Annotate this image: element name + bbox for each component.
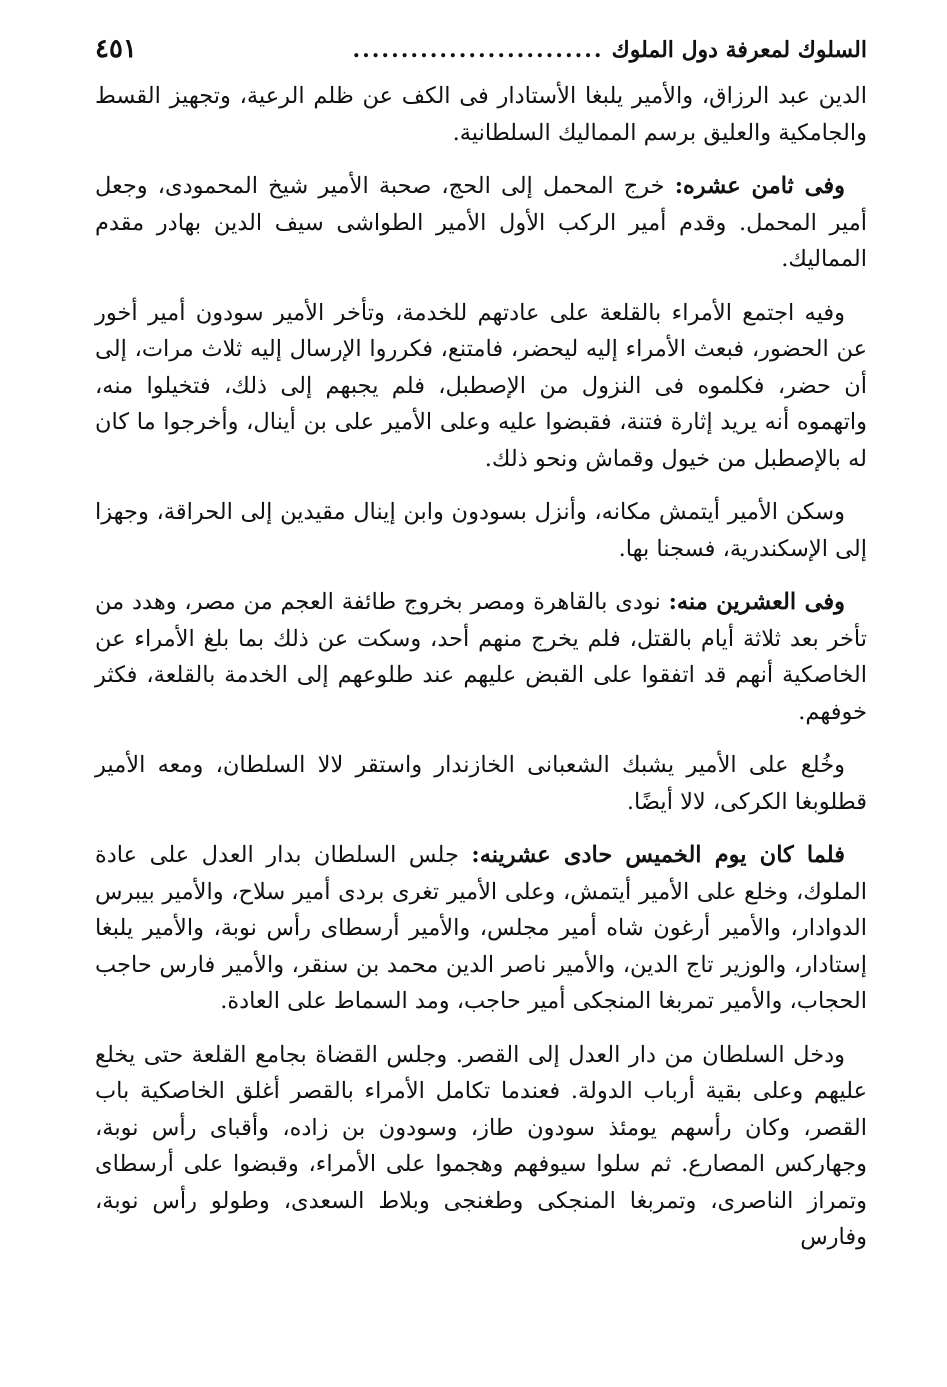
- paragraph-text: وسكن الأمير أيتمش مكانه، وأنزل بسودون وابن إينال مقيدين إلى الحراقة، وجهزا إلى الإسكندرية، فسجنا بها.: [95, 499, 867, 562]
- paragraph-lead: وفى ثامن عشره:: [674, 173, 845, 199]
- paragraph-text: نودى بالقاهرة ومصر بخروج طائفة العجم من مصر، وهدد من تأخر بعد ثلاثة أيام بالقتل، فلم يخرج منهم أحد، وسكت عن ذلك بما بلغ الأمراء عن الخاصكية أنهم قد اتفقوا على القبض عليهم عند طلوعهم إلى الخدمة بالقلعة، فكثر خوفهم.: [95, 589, 867, 725]
- paragraph-yashbak: [95, 747, 867, 820]
- paragraph-text: ودخل السلطان من دار العدل إلى القصر. وجلس القضاة بجامع القلعة حتى يخلع عليهم وعلى بقية أرباب الدولة. فعندما تكامل الأمراء بالقصر أغلق الخاصكية باب القصر، وكان رأسهم يومئذ سودون طاز، وسودون بن زاده، وأقباى رأس نوبة، وجهاركس المصارع. ثم سلوا سيوفهم وهجموا على الأمراء، وقبضوا على أرسطاى وتمراز الناصرى، وتمربغا المنجكى وطغنجى وبلاط السعدى، وطولو رأس نوبة، وفارس: [95, 1041, 867, 1250]
- paragraph-eighteenth: [95, 168, 867, 278]
- book-page: [95, 34, 867, 1273]
- paragraph-palace: [95, 1037, 867, 1256]
- book-title: السلوك لمعرفة دول الملوك: [611, 37, 867, 63]
- paragraph-continuation: [95, 78, 867, 151]
- paragraph-text: وخُلع على الأمير يشبك الشعبانى الخازندار واستقر لالا السلطان، ومعه الأمير قطلوبغا الكركى، لالا أيضًا.: [95, 752, 867, 815]
- paragraph-text: الدين عبد الرزاق، والأمير يلبغا الأستادار فى الكف عن ظلم الرعية، وتجهيز القسط والجامكية والعليق برسم المماليك السلطانية.: [95, 83, 867, 146]
- page-number: ٤٥١: [95, 34, 137, 64]
- paragraph-emirs-gathering: [95, 295, 867, 478]
- paragraph-lead: وفى العشرين منه:: [668, 589, 845, 615]
- paragraph-lead: فلما كان يوم الخميس حادى عشرينه:: [471, 842, 845, 868]
- paragraph-text: جلس السلطان بدار العدل على عادة الملوك، وخلع على الأمير أيتمش، وعلى الأمير تغرى بردى أمير سلاح، والأمير بيبرس الدوادار، والأمير أرغون شاه أمير مجلس، والأمير أرسطاى رأس نوبة، والأمير يلبغا إستادار، والوزير تاج الدين، والأمير ناصر الدين محمد بن سنقر، والأمير فارس حاجب الحجاب، والأمير تمربغا المنجكى أمير حاجب، ومد السماط على العادة.: [95, 842, 867, 1014]
- running-header: [95, 34, 867, 78]
- paragraph-text: خرج المحمل إلى الحج، صحبة الأمير شيخ المحمودى، وجعل أمير المحمل. وقدم أمير الركب الأول الأمير الطواشى سيف الدين بهادر مقدم المماليك.: [95, 173, 867, 272]
- paragraph-text: وفيه اجتمع الأمراء بالقلعة على عادتهم للخدمة، وتأخر الأمير سودون أمير أخور عن الحضور، فبعث الأمراء إليه ليحضر، فامتنع، فكرروا الإرسال إليه ثلاث مرات، إلى أن حضر، فكلموه فى النزول من الإصطبل، فلم يجبهم إلى ذلك، فتخيلوا منه، واتهموه أنه يريد إثارة فتنة، فقبضوا عليه وعلى الأمير على بن أينال، وأخرجوا ما كان له بالإصطبل من خيول وقماش ونحو ذلك.: [95, 299, 867, 472]
- paragraph-thursday: [95, 837, 867, 1020]
- paragraph-aytamish: [95, 494, 867, 567]
- paragraph-twentieth: [95, 584, 867, 730]
- dot-leader: ..........................: [352, 37, 604, 63]
